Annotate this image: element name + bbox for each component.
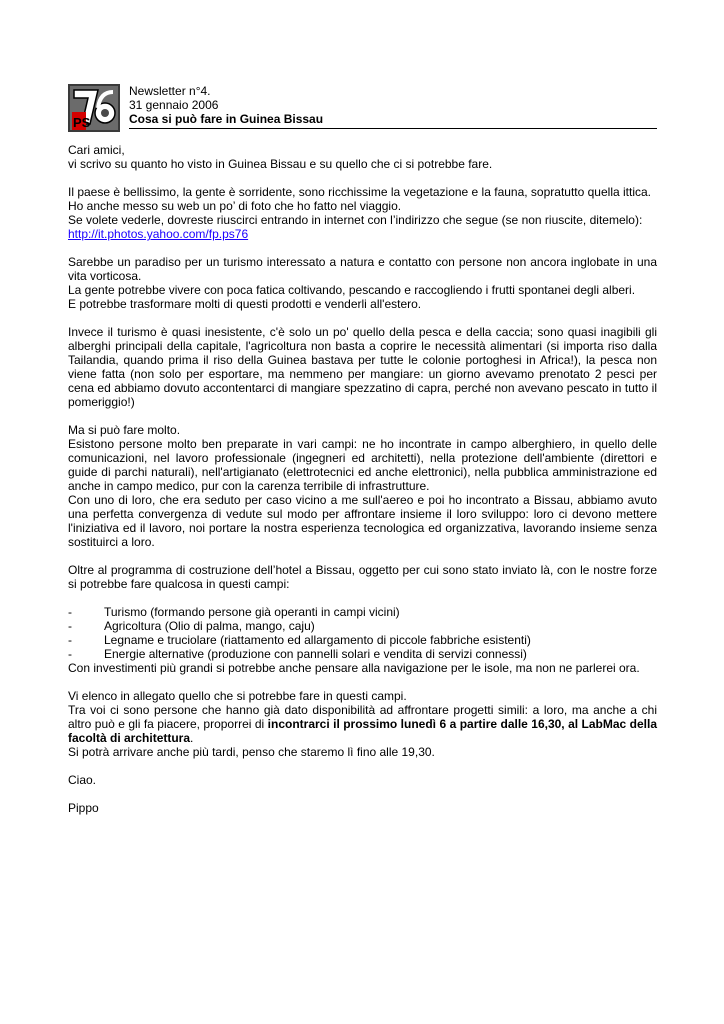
- bullet-dash: -: [68, 647, 72, 661]
- invite-end: .: [190, 731, 194, 745]
- fields-list: [68, 605, 657, 661]
- greeting: Cari amici,: [68, 143, 125, 157]
- bullet-dash: -: [68, 619, 72, 633]
- intro-text: vi scrivo su quanto ho visto in Guinea Bissau e su quello che ci si potrebbe fare.: [68, 157, 493, 171]
- text-line: Ho anche messo su web un po’ di foto che ho fatto nel viaggio.: [68, 199, 402, 213]
- list-item-text: Legname e truciolare (riattamento ed allargamento di piccole fabbriche esistenti): [104, 633, 531, 647]
- list-item: [68, 619, 657, 633]
- text-line: Sarebbe un paradiso per un turismo interessato a natura e contatto con persone non ancora inglobate in una vita vorticosa.: [68, 255, 657, 283]
- paragraph-situation: Invece il turismo è quasi inesistente, c'è solo un po' quello della pesca e della caccia; sono quasi inagibili gli alberghi principali della capitale, l'agricoltura non basta a coprire le necessità alimentari (si importa riso dalla Tailandia, quando prima il riso della Guinea bastava per tutte le colonie portoghesi in Africa!), la pesca non viene fatta (non solo per esportare, ma nemmeno per mangiare: un giorno avevamo prenotato 2 pesci per cena ed abbiamo dovuto accontentarci di mangiare spezzatino di capra, perché non avevano pescato in tutto il pomeriggio!): [68, 325, 657, 409]
- list-item-text: Agricoltura (Olio di palma, mango, caju): [104, 619, 315, 633]
- newsletter-title: Cosa si può fare in Guinea Bissau: [129, 112, 324, 126]
- bullet-dash: -: [68, 633, 72, 647]
- paragraph-country: [68, 185, 657, 241]
- newsletter-header: [68, 84, 657, 130]
- newsletter-number: Newsletter n°4.: [129, 84, 211, 98]
- list-item-text: Turismo (formando persone già operanti in campi vicini): [104, 605, 400, 619]
- bullet-dash: -: [68, 605, 72, 619]
- ps76-logo: [68, 84, 120, 132]
- paragraph-program: [68, 563, 657, 591]
- svg-text:PS: PS: [73, 115, 91, 130]
- newsletter-date: 31 gennaio 2006: [129, 98, 219, 112]
- text-line: Esistono persone molto ben preparate in vari campi: ne ho incontrate in campo alberghiero, in quello delle comunicazioni, nel lavoro professionale (ingegneri ed architetti), nella protezione dell'ambiente (direttori e guide di parchi naturali), nell'artigianato (elettrotecnici ed anche elettronici), nella pubblica amministrazione ed anche in campo medico, pur con la carenza terribile di infrastrutture.: [68, 437, 657, 493]
- header-divider: [129, 128, 657, 129]
- signature: Pippo: [68, 801, 99, 815]
- list-item: [68, 605, 657, 619]
- list-item: [68, 647, 657, 661]
- text-line: Vi elenco in allegato quello che si potrebbe fare in questi campi.: [68, 689, 407, 703]
- closing: Ciao.: [68, 773, 97, 787]
- text-line: Oltre al programma di costruzione dell’hotel a Bissau, oggetto per cui sono stato inviato là, con le nostre forze si potrebbe fare qualcosa in questi campi:: [68, 563, 657, 591]
- meeting-details: incontrarci il prossimo lunedì 6 a partire dalle 16,30, al LabMac della facoltà di architettura: [68, 717, 657, 745]
- list-item-text: Energie alternative (produzione con pannelli solari e vendita di servizi connessi): [104, 647, 527, 661]
- text-line: Il paese è bellissimo, la gente è sorridente, sono ricchissime la vegetazione e la fauna, sopratutto quella ittica.: [68, 185, 651, 199]
- paragraph-people: [68, 423, 657, 549]
- text-line: La gente potrebbe vivere con poca fatica coltivando, pescando e raccogliendo i frutti spontanei degli alberi.: [68, 283, 636, 297]
- paragraph-greeting: [68, 143, 657, 171]
- list-item: [68, 633, 657, 647]
- letter-body: [68, 143, 657, 829]
- text-line: Se volete vederle, dovreste riuscirci entrando in internet con l’indirizzo che segue (se non riuscite, ditemelo):: [68, 213, 643, 227]
- header-text: [129, 84, 323, 126]
- text-line: Con uno di loro, che era seduto per caso vicino a me sull'aereo e poi ho incontrato a Bissau, abbiamo avuto una perfetta convergenza di vedute sul modo per affrontare insieme il loro sviluppo: loro ci devono mettere l'iniziativa ed il lavoro, noi portare la nostra esperienza tecnologica ed organizzativa, lavorando insieme senza sostituirci a loro.: [68, 493, 657, 549]
- text-line: Con investimenti più grandi si potrebbe anche pensare alla navigazione per le isole, ma non ne parlerei ora.: [68, 661, 640, 675]
- paragraph-tourism: [68, 255, 657, 311]
- photos-link[interactable]: http://it.photos.yahoo.com/fp.ps76: [68, 227, 249, 241]
- paragraph-meeting: [68, 689, 657, 759]
- meeting-invite: [68, 703, 657, 745]
- text-line: E potrebbe trasformare molti di questi prodotti e venderli all'estero.: [68, 297, 422, 311]
- invite-text: Tra voi ci sono persone che hanno già dato disponibilità ad affrontare progetti simili: a loro, ma anche a chi altro può e gli fa piacere, proporrei di: [68, 703, 657, 731]
- text-line: Ma si può fare molto.: [68, 423, 181, 437]
- text-line: Si potrà arrivare anche più tardi, penso che staremo lì fino alle 19,30.: [68, 745, 435, 759]
